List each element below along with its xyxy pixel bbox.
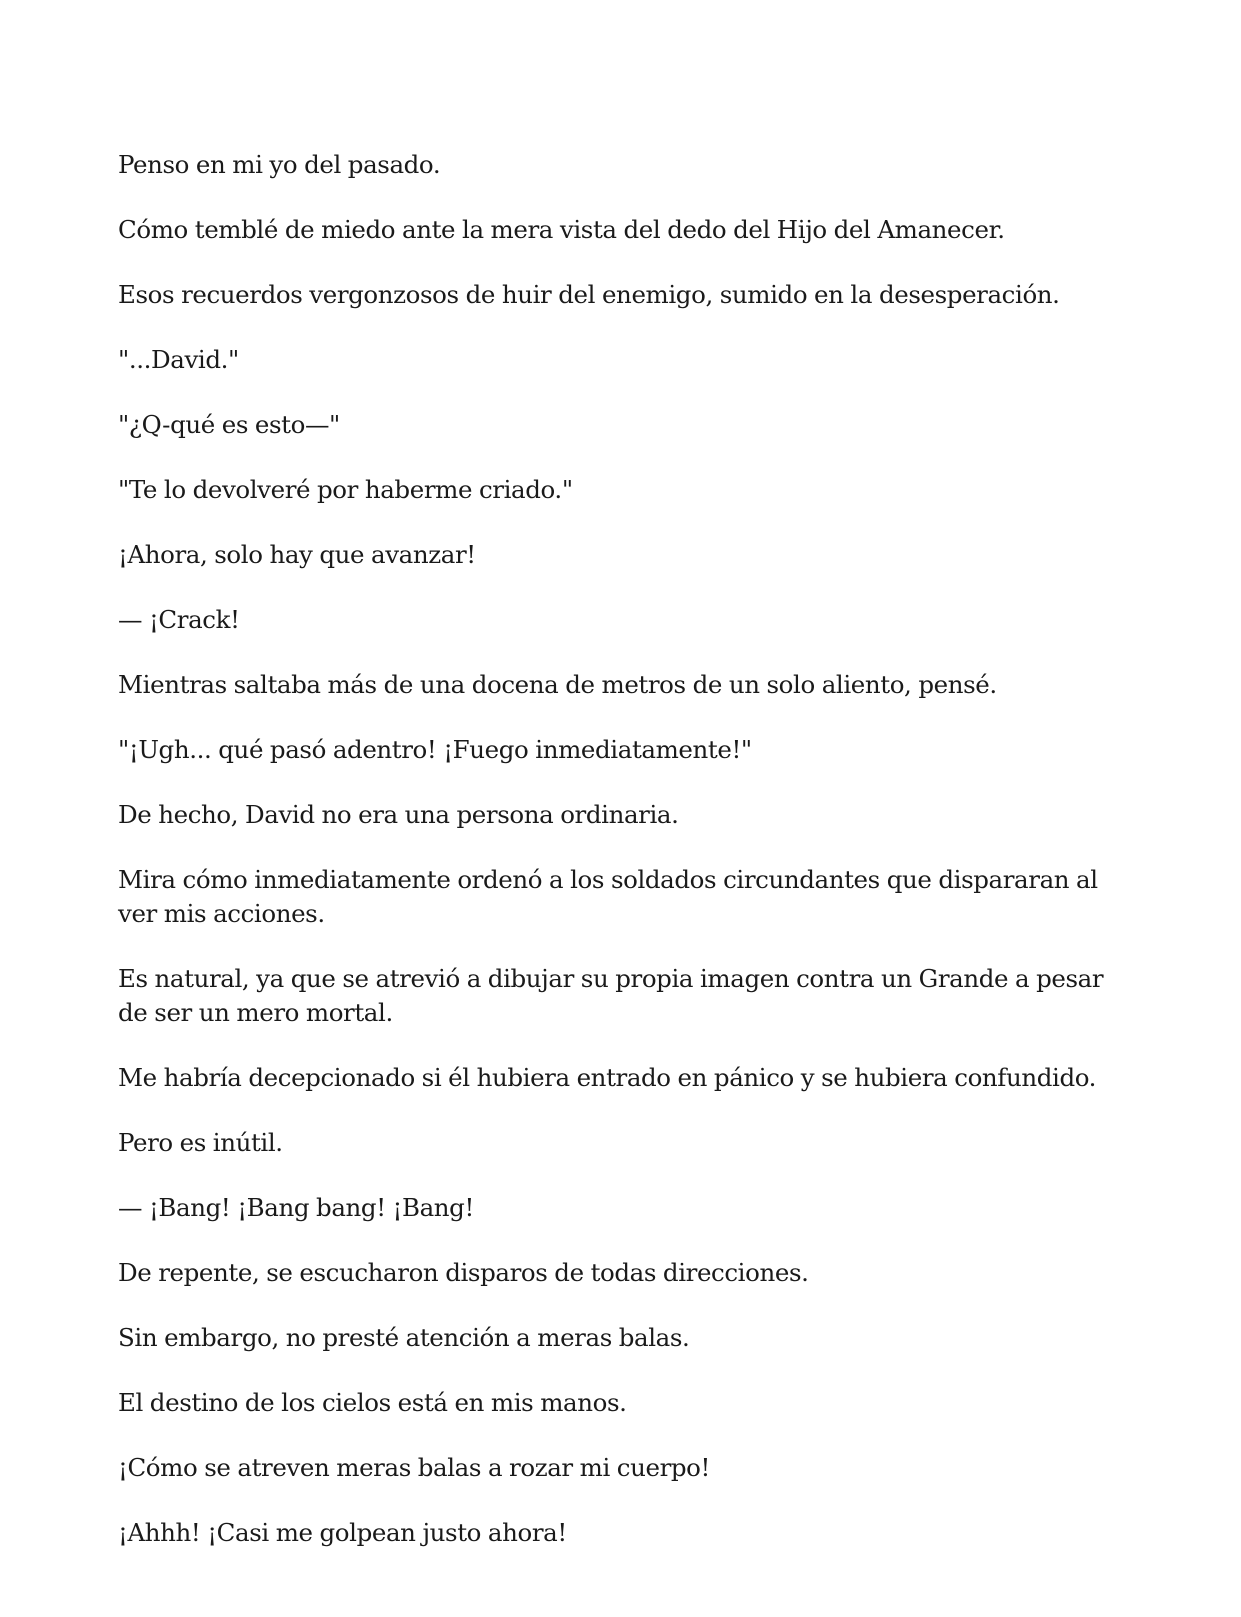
paragraph: Mientras saltaba más de una docena de metros de un solo aliento, pensé. [118,670,997,699]
paragraph: Pero es inútil. [118,1128,283,1157]
paragraph: El destino de los cielos está en mis manos. [118,1388,627,1417]
paragraph: De repente, se escucharon disparos de todas direcciones. [118,1258,809,1287]
paragraph: — ¡Crack! [118,605,240,634]
paragraph: ¡Ahhh! ¡Casi me golpean justo ahora! [118,1518,567,1547]
document-body [118,148,1128,1581]
paragraph: "...David." [118,345,239,374]
paragraph: Cómo temblé de miedo ante la mera vista del dedo del Hijo del Amanecer. [118,215,1005,244]
paragraph: Mira cómo inmediatamente ordenó a los soldados circundantes que dispararan al ver mis acciones. [118,865,1098,928]
paragraph: "¡Ugh... qué pasó adentro! ¡Fuego inmediatamente!" [118,735,752,764]
paragraph: Penso en mi yo del pasado. [118,150,441,179]
paragraph: Esos recuerdos vergonzosos de huir del enemigo, sumido en la desesperación. [118,280,1060,309]
paragraph: — ¡Bang! ¡Bang bang! ¡Bang! [118,1193,474,1222]
paragraph: Me habría decepcionado si él hubiera entrado en pánico y se hubiera confundido. [118,1063,1097,1092]
paragraph: De hecho, David no era una persona ordinaria. [118,800,679,829]
paragraph: Sin embargo, no presté atención a meras balas. [118,1323,690,1352]
paragraph: "¿Q-qué es esto—" [118,410,340,439]
paragraph: "Te lo devolveré por haberme criado." [118,475,573,504]
paragraph: Es natural, ya que se atrevió a dibujar su propia imagen contra un Grande a pesar de ser un mero mortal. [118,964,1104,1027]
paragraph: ¡Cómo se atreven meras balas a rozar mi cuerpo! [118,1453,710,1482]
paragraph: ¡Ahora, solo hay que avanzar! [118,540,476,569]
